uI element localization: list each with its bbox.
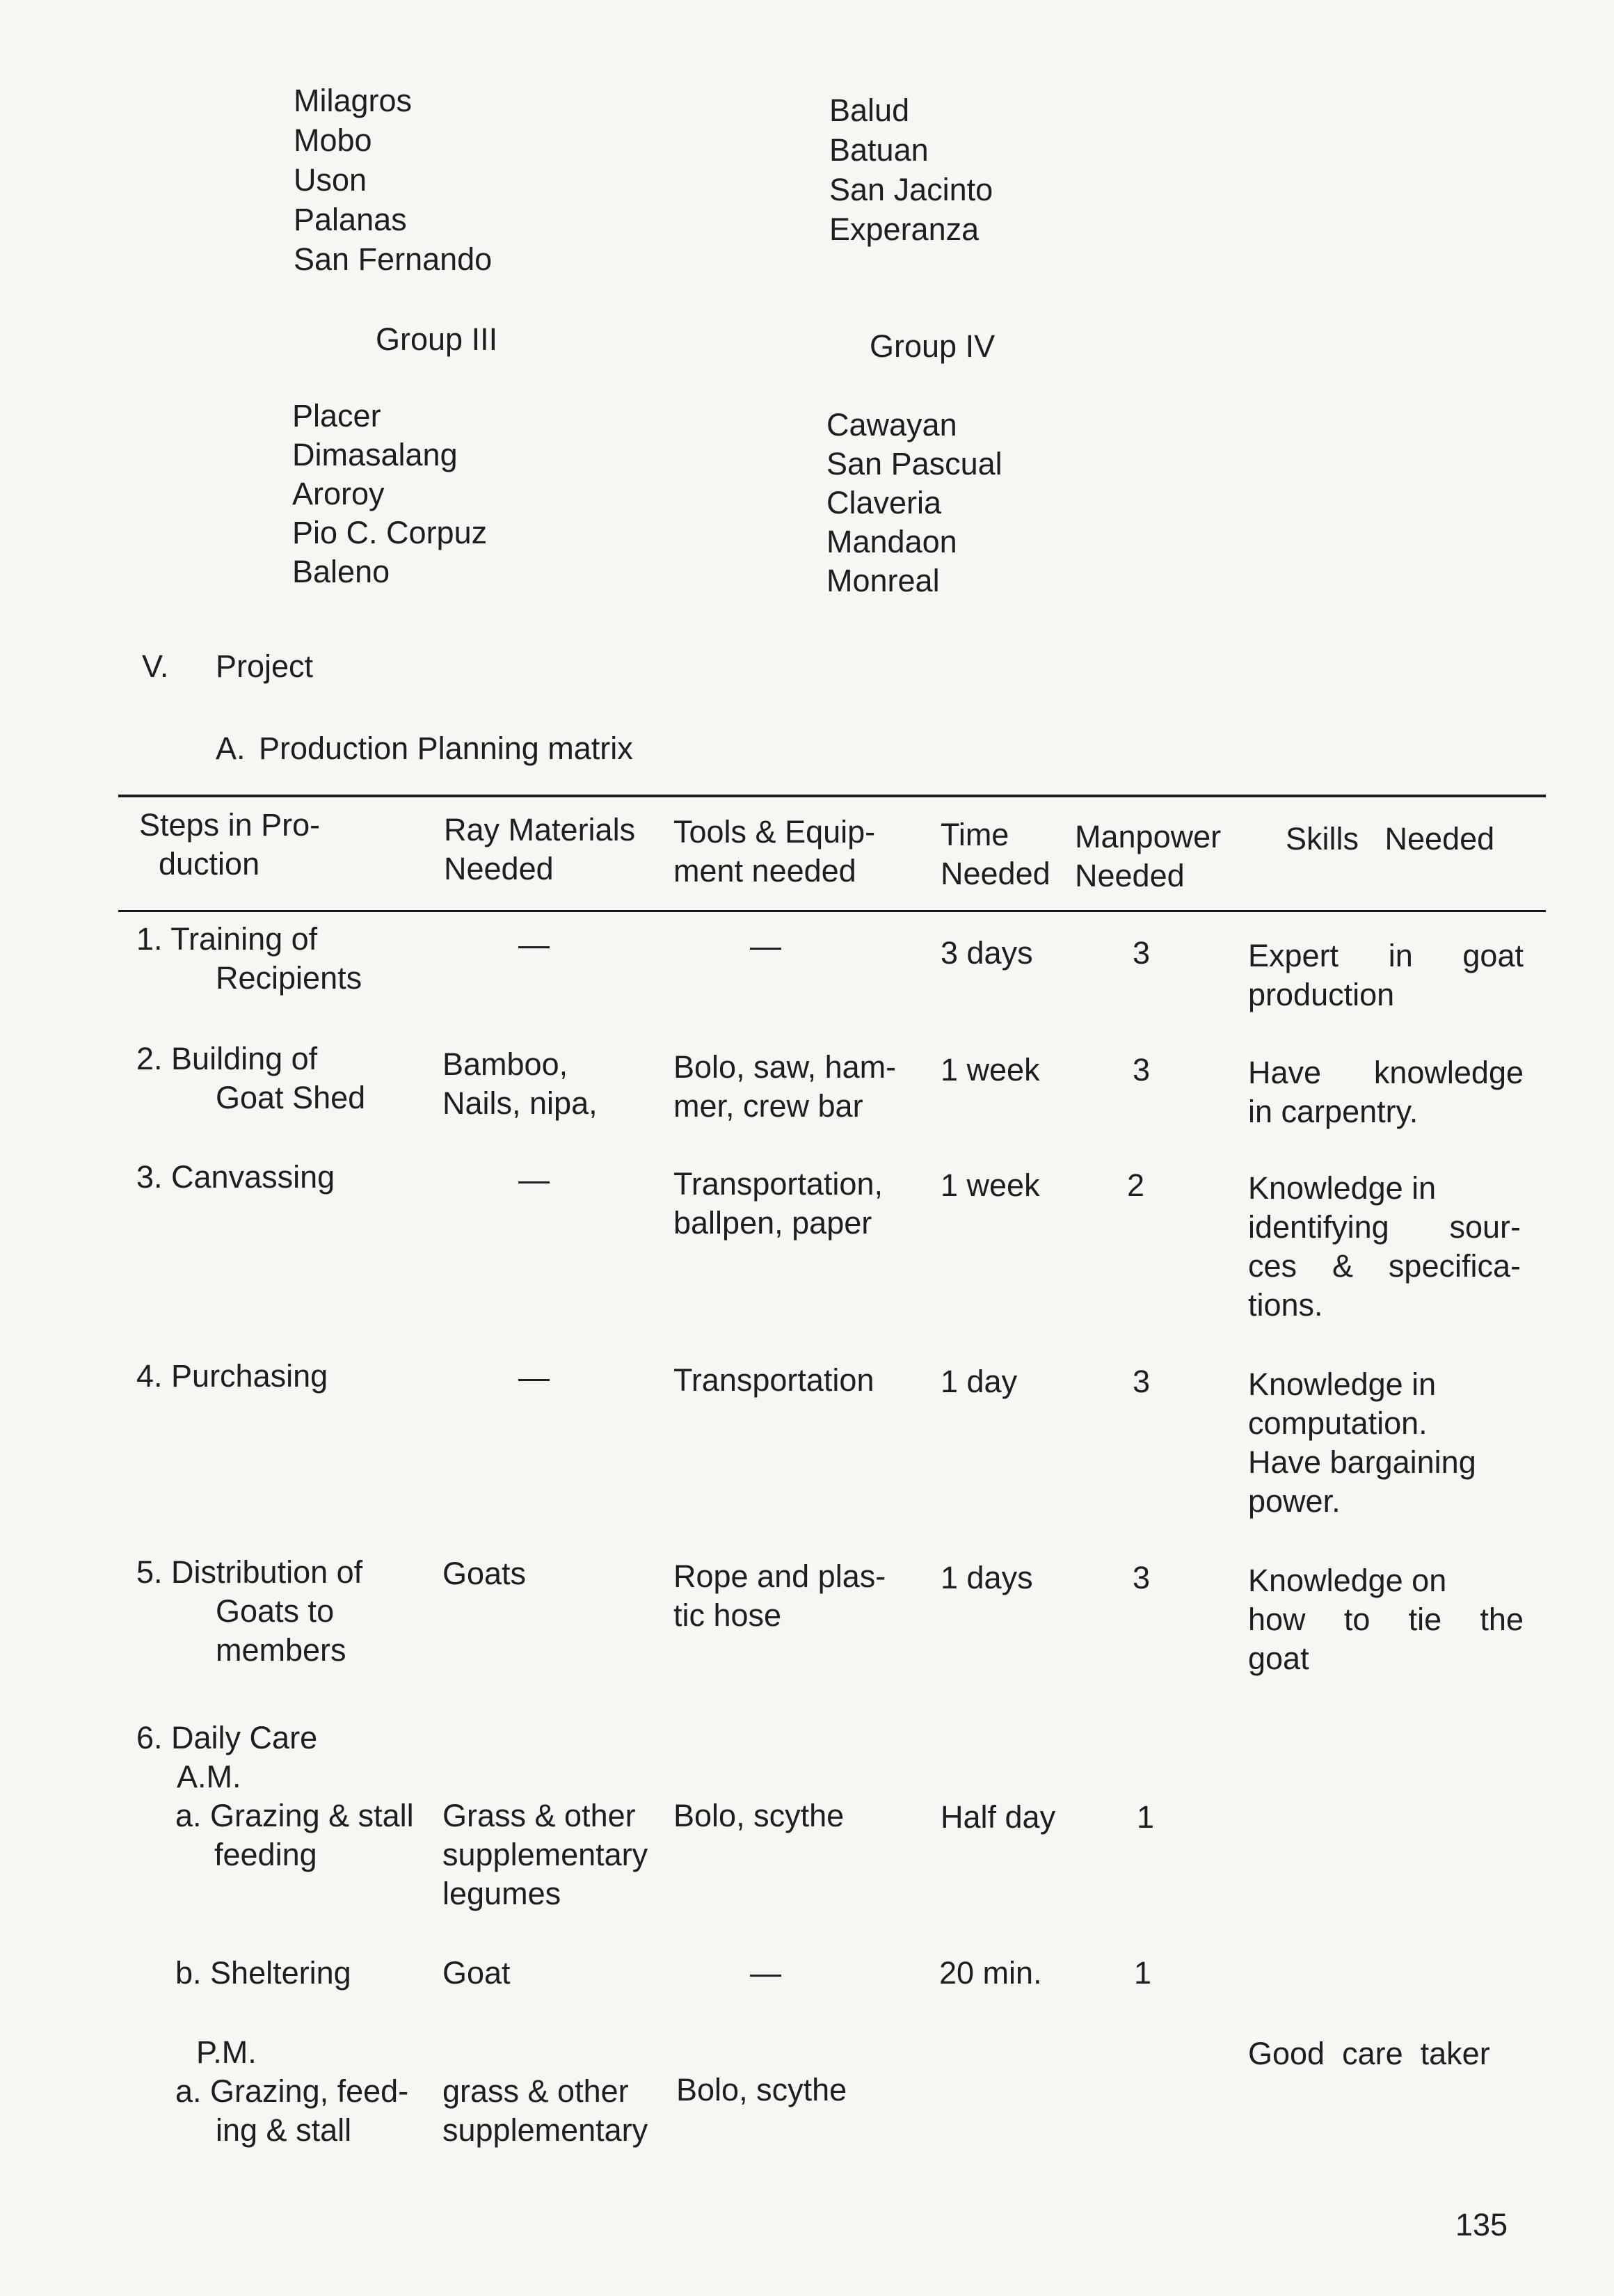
row1-time: 3 days [941, 935, 1033, 971]
row2-manpower: 3 [1133, 1052, 1151, 1087]
row1-skills: Expert in goat production [1248, 938, 1524, 1012]
list-item: Monreal [826, 563, 940, 598]
row4-materials: — [518, 1360, 550, 1395]
row3-step: 3. Canvassing [136, 1159, 335, 1195]
list-item: Claveria [826, 485, 942, 520]
am-a-step: a. Grazing & stall feeding [175, 1798, 414, 1872]
list-item: Batuan [829, 132, 929, 168]
row3-time: 1 week [941, 1167, 1040, 1203]
page-number: 135 [1455, 2207, 1508, 2242]
header-steps: Steps in Pro- duction [139, 807, 321, 882]
pm-skills: Good care taker [1248, 2036, 1490, 2071]
list-item: Dimasalang [292, 437, 458, 472]
row5-materials: Goats [442, 1556, 527, 1591]
list-item: Experanza [829, 212, 980, 247]
group3-list [292, 397, 487, 591]
header-tools: Tools & Equip- ment needed [673, 814, 876, 888]
row2-materials: Bamboo, Nails, nipa, [442, 1046, 598, 1121]
row3-tools: Transportation, ballpen, paper [673, 1166, 883, 1241]
group2-list [829, 90, 993, 249]
pm-a-step: a. Grazing, feed- ing & stall [175, 2073, 409, 2148]
group1-list [294, 81, 492, 279]
pm-label: P.M. [196, 2034, 257, 2070]
am-b-tools: — [750, 1955, 781, 1991]
header-materials: Ray Materials Needed [444, 812, 636, 886]
am-label: A.M. [177, 1759, 241, 1794]
list-item: Pio C. Corpuz [292, 515, 488, 550]
header-time: Time Needed [941, 817, 1050, 891]
list-item: Uson [294, 162, 367, 198]
group4-title: Group IV [870, 328, 996, 364]
am-a-time: Half day [941, 1799, 1056, 1835]
daily-care-title: 6. Daily Care [136, 1720, 318, 1755]
list-item: San Pascual [826, 446, 1002, 481]
row2-tools: Bolo, saw, ham- mer, crew bar [673, 1049, 897, 1124]
list-item: Mandaon [826, 524, 957, 559]
row5-manpower: 3 [1133, 1560, 1151, 1595]
row1-tools: — [750, 928, 781, 964]
group3-title: Group III [376, 321, 498, 357]
row5-time: 1 days [941, 1560, 1033, 1595]
list-item: Placer [292, 398, 381, 433]
subsection-title: Production Planning matrix [259, 731, 633, 766]
list-item: Mobo [294, 122, 372, 158]
list-item: Cawayan [826, 407, 957, 443]
row3-materials: — [518, 1162, 550, 1197]
row1-manpower: 3 [1133, 935, 1151, 971]
am-b-materials: Goat [442, 1955, 511, 1991]
row4-step: 4. Purchasing [136, 1358, 328, 1394]
row4-time: 1 day [941, 1364, 1018, 1399]
header-manpower: Manpower Needed [1075, 819, 1222, 893]
subsection-label: A. [216, 731, 246, 766]
row4-skills: Knowledge in computation. Have bargaining power. [1248, 1366, 1476, 1519]
am-a-tools: Bolo, scythe [673, 1798, 845, 1833]
list-item: Palanas [294, 202, 407, 237]
am-a-materials: Grass & other supplementary legumes [442, 1798, 648, 1911]
header-bottom-rule [118, 910, 1546, 912]
am-a-manpower: 1 [1137, 1799, 1155, 1835]
list-item: Aroroy [292, 476, 385, 511]
list-item: San Jacinto [829, 172, 993, 207]
row3-skills: Knowledge in identifying sour- ces & specifica- tions. [1248, 1170, 1521, 1323]
table-top-rule [118, 795, 1546, 797]
row2-skills: Have knowledge in carpentry. [1248, 1055, 1524, 1129]
row1-step: 1. Training of Recipients [136, 921, 362, 996]
list-item: Balud [829, 93, 910, 128]
am-b-step: b. Sheltering [175, 1955, 351, 1991]
group4-list [826, 406, 1002, 600]
list-item: Milagros [294, 83, 413, 118]
am-b-manpower: 1 [1134, 1955, 1152, 1991]
pm-a-tools: Bolo, scythe [676, 2072, 847, 2107]
section-numeral: V. [142, 648, 169, 684]
row4-manpower: 3 [1133, 1364, 1151, 1399]
list-item: Baleno [292, 554, 390, 589]
am-b-time: 20 min. [939, 1955, 1042, 1991]
pm-a-materials: grass & other supplementary [442, 2073, 648, 2148]
row1-materials: — [518, 927, 550, 962]
row4-tools: Transportation [673, 1362, 874, 1398]
header-skills: Skills Needed [1286, 821, 1495, 856]
row5-tools: Rope and plas- tic hose [673, 1558, 886, 1633]
section-title: Project [216, 648, 314, 684]
row2-step: 2. Building of Goat Shed [136, 1041, 366, 1115]
row5-step: 5. Distribution of Goats to members [136, 1554, 363, 1668]
row2-time: 1 week [941, 1052, 1040, 1087]
list-item: San Fernando [294, 241, 493, 277]
row5-skills: Knowledge on how to tie the goat [1248, 1563, 1524, 1676]
row3-manpower: 2 [1127, 1167, 1145, 1203]
